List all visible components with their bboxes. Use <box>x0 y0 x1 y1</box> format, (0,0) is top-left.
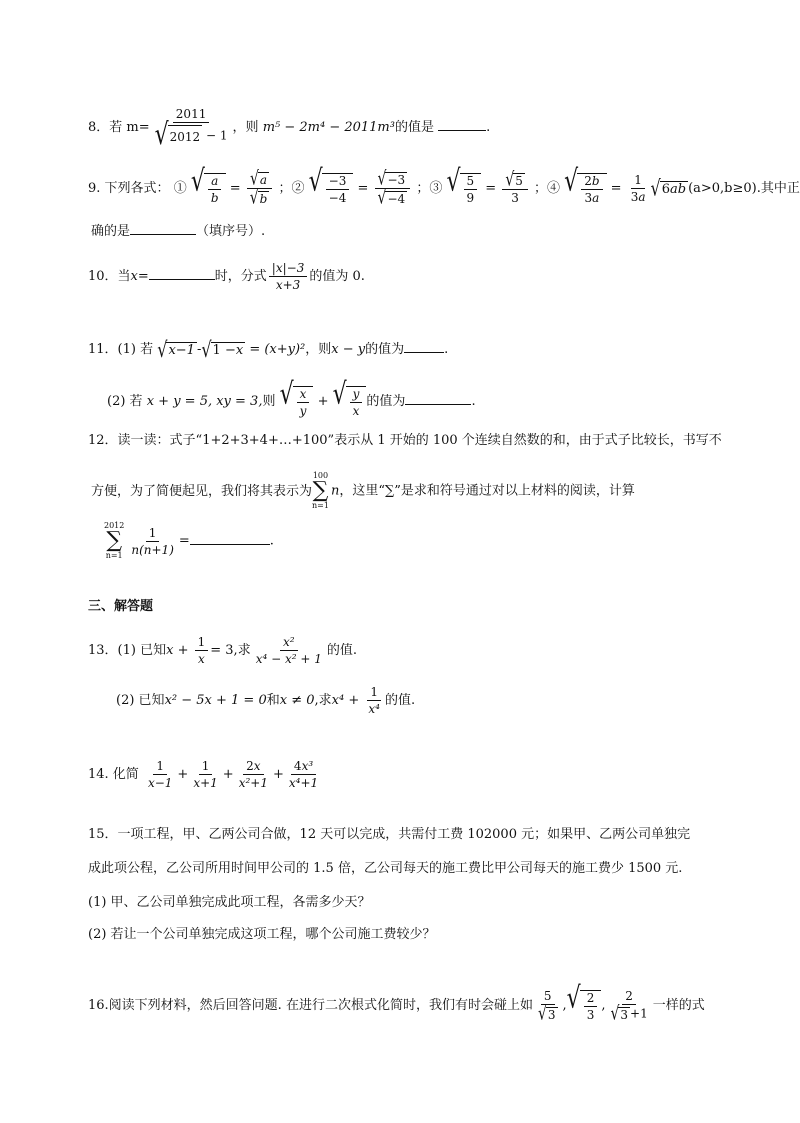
question-14: 14. 化简 $\frac{1}{x-1}$ + $\frac{1}{x+1}$ + $\frac{2x}{\text{x²+1}}$ + $\frac{\text{4x³}}{\text{x⁴+1}}$ <box>88 759 319 790</box>
question-12-line1: 12．读一读：式子“1+2+3+4+…+100”表示从 1 开始的 100 个连续自然数的和，由于式子比较长，书写不 <box>88 433 722 448</box>
answer-blank-12[interactable] <box>190 532 270 545</box>
question-12-line3: 2012 ∑ n=1 $\frac{1}{n(n+1)}$ = . <box>104 521 274 560</box>
question-11-part2: (2) 若 x + y = 5, xy = 3,则 √ $\frac{x}{y}$ + √ $\frac{y}{x}$ 的值为 . <box>107 377 476 418</box>
answer-blank-8[interactable] <box>438 118 486 131</box>
question-16: 16.阅读下列材料，然后回答问题. 在进行二次根式化简时，我们有时会碰上如 5 √ 3 , √ $\frac{2}{3}$ , 2 √ 3 +1 一样的式 <box>88 981 705 1025</box>
question-9-line2: 确的是 （填序号）. <box>91 224 266 239</box>
summation-symbol-2: 2012 ∑ n=1 <box>104 521 125 560</box>
answer-blank-9[interactable] <box>130 222 196 235</box>
answer-blank-11-2[interactable] <box>405 392 471 405</box>
question-15-sub2: (2) 若让一个公司单独完成这项工程，哪个公司施工费较少？ <box>88 927 436 942</box>
question-13-part2: (2) 已知x² − 5x + 1 = 0和x ≠ 0,求x⁴ + $\frac{1}{\text{x⁴}}$ 的值. <box>116 685 416 716</box>
question-15-line2: 成此项公程，乙公司所用时间甲公司的 1.5 倍，乙公司每天的施工费比甲公司每天的施工费少 1500 元. <box>88 861 683 876</box>
question-12-line2: 方便，为了简便起见，我们将其表示为 100 ∑ n=1 n，这里“∑”是求和符号通过对以上材料的阅读，计算 <box>91 471 635 510</box>
q8-fraction: 2011 √ 2012 − 1 <box>154 107 228 153</box>
section-heading: 三、解答题 <box>88 599 154 614</box>
question-8: 8．若 m= 2011 √ 2012 − 1 ，则 m⁵ − 2m⁴ − 2011m³的值是 . <box>88 107 491 153</box>
question-9: 9. 下列各式： ① √ $\frac{a}{b}$ = √ a √ b ；② √ $\frac{-3}{-4}$ = √ −3 √ −4 ；③ √ $\frac{5}{9}$ = √ 5 3 ；④ √ $\frac{2b}{3a}$ = $\frac{1}{3a}$ √ 6 ab (a>0,b≥0).其中正 <box>88 164 800 209</box>
question-15-line1: 15．一项工程，甲、乙两公司合做，12 天可以完成，共需付工费 102000 元；如果甲、乙两公司单独完 <box>88 827 691 842</box>
question-10: 10．当x= 时，分式 $\frac{|x|-3}{x+3}$ 的值为 0. <box>88 261 365 292</box>
question-15-sub1: (1) 甲、乙公司单独完成此项工程，各需多少天？ <box>88 895 371 910</box>
question-11-part1: 11．(1) 若 √ x−1 - √ 1 − x = (x+y)²，则x − y的值为 . <box>88 336 449 362</box>
summation-symbol: 100 ∑ n=1 <box>312 471 329 510</box>
question-13-part1: 13．(1) 已知x + $\frac{1}{x}$ = 3,求 $\frac{\text{x²}}{\text{x⁴ − x² + 1}}$ 的值. <box>88 635 358 666</box>
answer-blank-10[interactable] <box>149 267 215 280</box>
answer-blank-11-1[interactable] <box>404 340 444 353</box>
